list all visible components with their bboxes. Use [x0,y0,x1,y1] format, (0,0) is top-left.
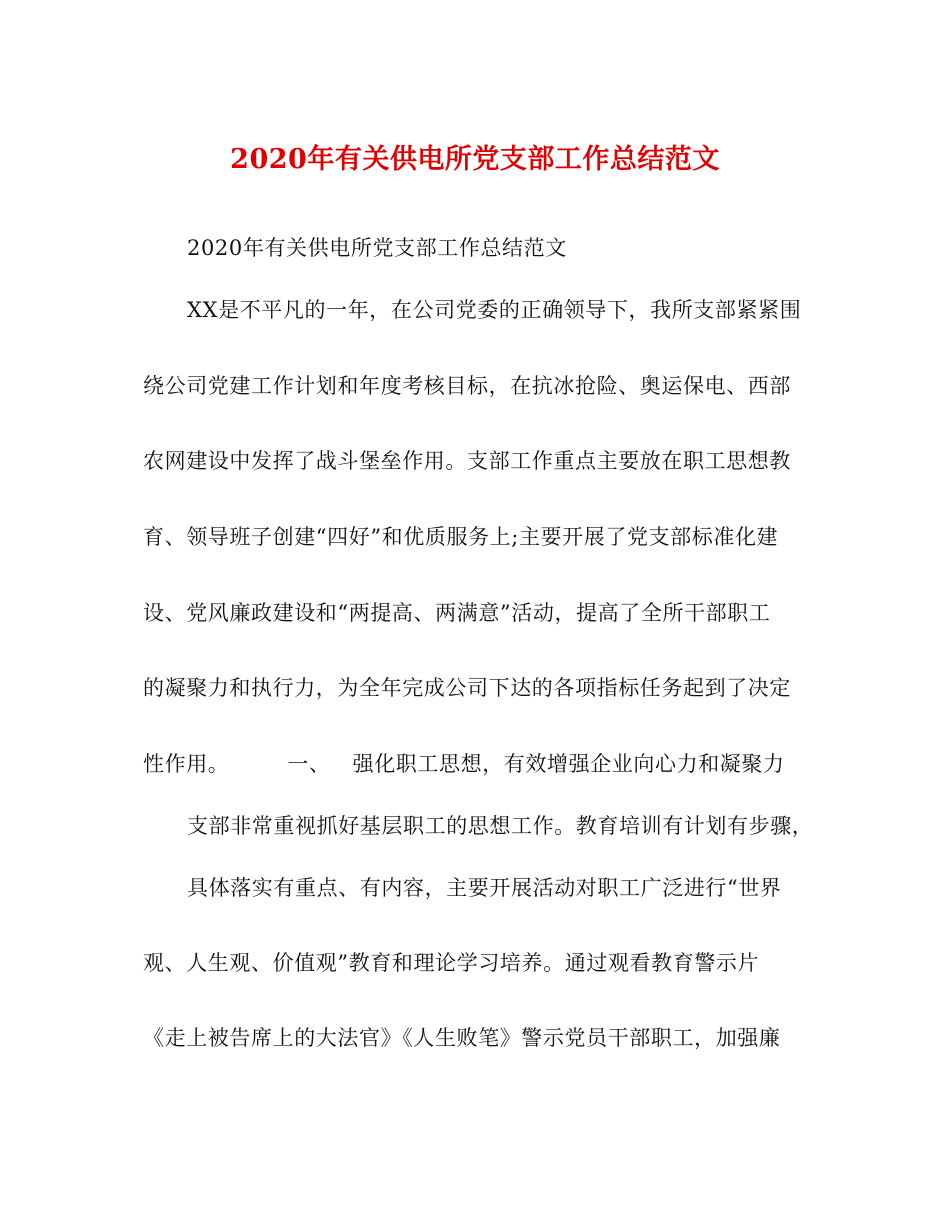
subtitle-line: 2020年有关供电所党支部工作总结范文 [187,236,567,260]
paragraph-ending: 性作用。 [143,752,230,776]
paragraph-line: 设、党风廉政建设和“两提高、两满意”活动，提高了全所干部职工 [143,601,771,625]
paragraph-line: XX是不平凡的一年，在公司党委的正确领导下，我所支部紧紧围 [187,298,802,322]
paragraph-line: 观、人生观、价值观”教育和理论学习培养。通过观看教育警示片 [143,951,760,975]
document-title: 2020年有关供电所党支部工作总结范文 [230,144,720,175]
paragraph-line: 的凝聚力和执行力，为全年完成公司下达的各项指标任务起到了决定 [143,676,791,700]
paragraph-line: 绕公司党建工作计划和年度考核目标，在抗冰抢险、奥运保电、西部 [143,374,791,398]
paragraph-last-line [143,748,823,780]
section-heading: 强化职工思想，有效增强企业向心力和凝聚力 [352,752,785,776]
paragraph-line: 支部非常重视抓好基层职工的思想工作。教育培训有计划有步骤， [187,814,814,838]
paragraph-line: 《走上被告席上的大法官》《人生败笔》警示党员干部职工，加强廉 [143,1026,781,1050]
paragraph-line: 农网建设中发挥了战斗堡垒作用。支部工作重点主要放在职工思想教 [143,449,791,473]
paragraph-line: 育、领导班子创建“四好”和优质服务上;主要开展了党支部标准化建 [143,525,779,549]
section-number: 一、 [287,752,331,776]
paragraph-line: 具体落实有重点、有内容，主要开展活动对职工广泛进行“世界 [187,876,782,900]
